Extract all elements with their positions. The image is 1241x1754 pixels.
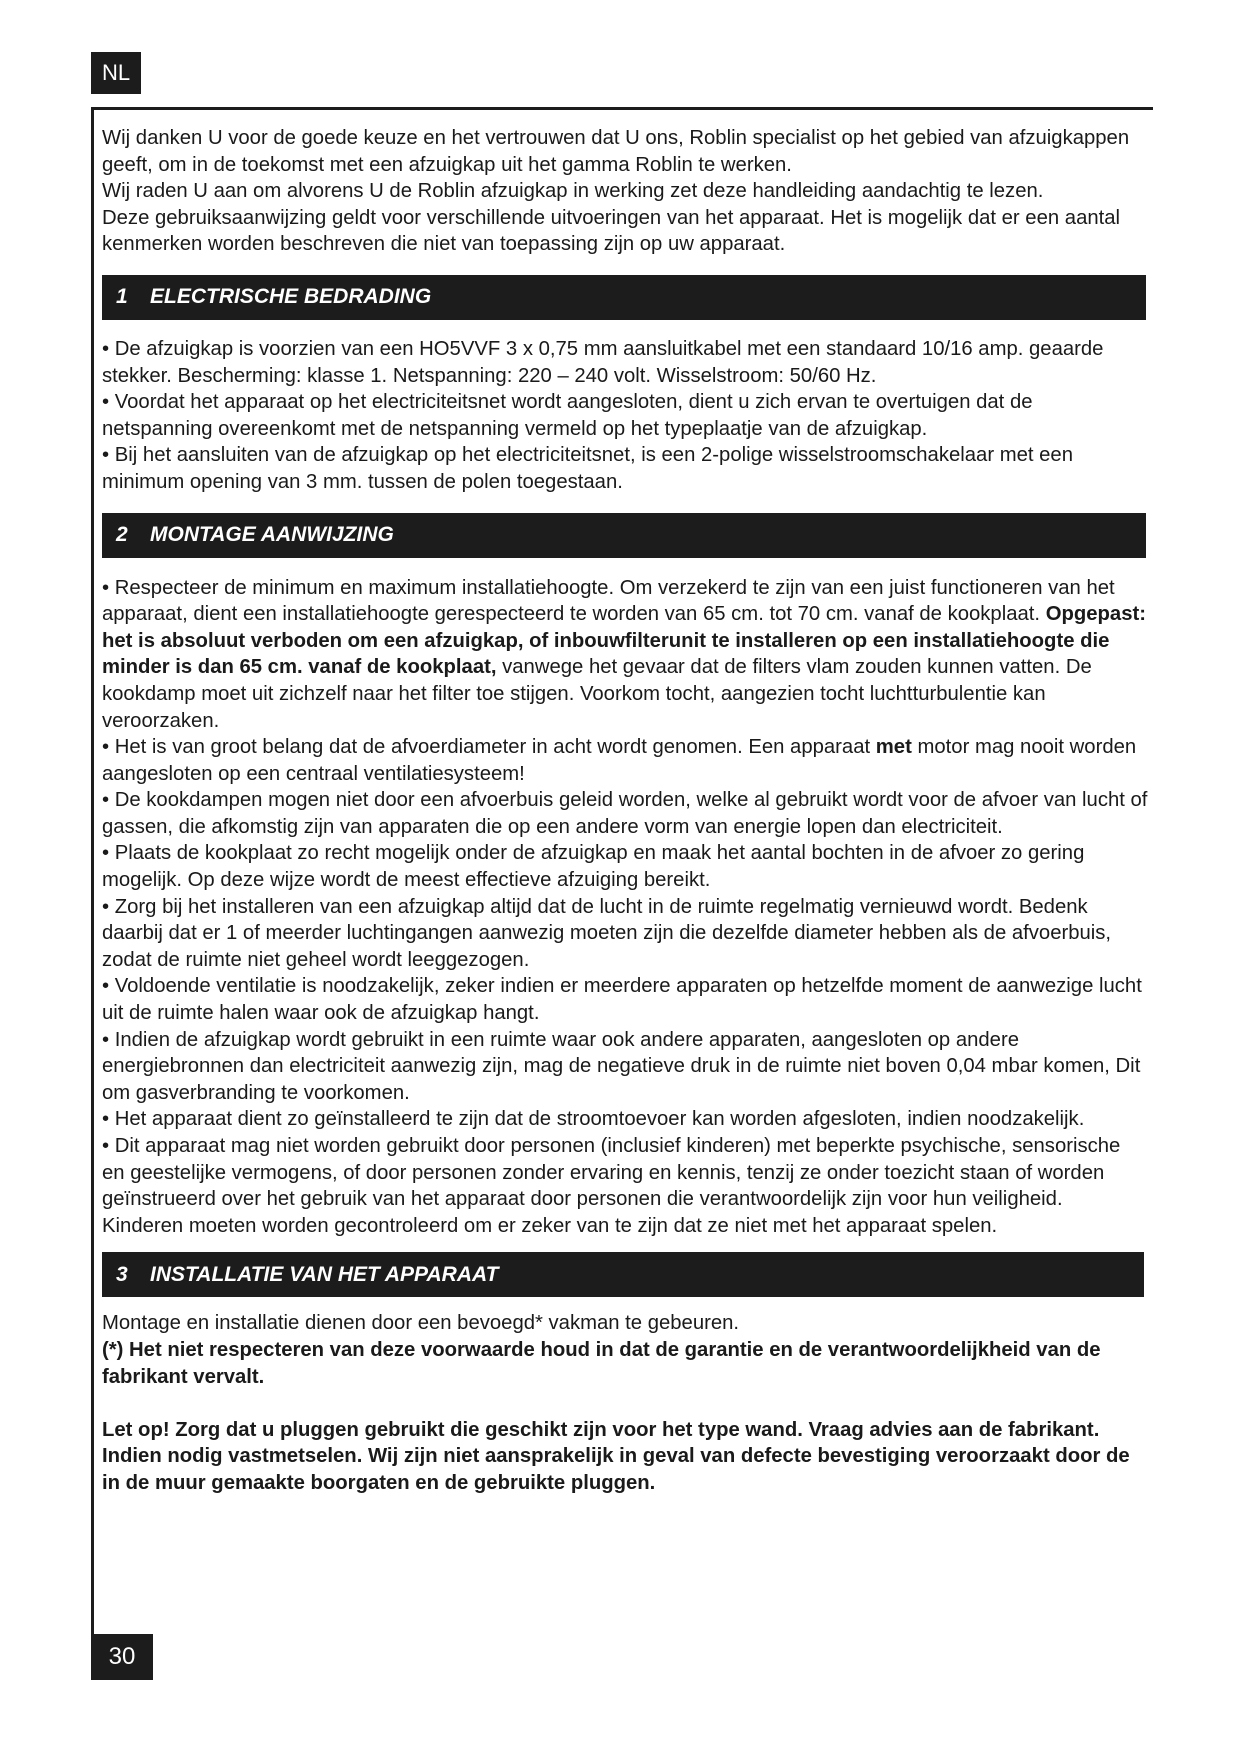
emphasis-text: met: [875, 736, 912, 759]
paragraph: Kinderen moeten worden gecontroleerd om er zeker van te zijn dat ze niet met het apparaat spelen.: [102, 1214, 998, 1237]
section-number: 1: [116, 285, 128, 309]
bullet-paragraph: • De kookdampen mogen niet door een afvoerbuis geleid worden, welke al gebruikt wordt voor de afvoer van lucht of gassen, die afkomstig zijn van apparaten die op een andere vorm van energie lopen dan electriciteit.: [102, 789, 1148, 838]
spacer: [102, 1390, 1148, 1417]
section-header-1: [102, 275, 1146, 320]
bold-text: (*) Het niet respecteren van deze voorwaarde houd in dat de garantie en de verantwoordelijkheid van de fabrikant vervalt.: [102, 1338, 1101, 1388]
section-title: INSTALLATIE VAN HET APPARAAT: [150, 1262, 499, 1286]
left-rule: [91, 107, 94, 1634]
paragraph: Montage en installatie dienen door een bevoegd* vakman te gebeuren.: [102, 1312, 740, 1335]
bullet-paragraph: • Plaats de kookplaat zo recht mogelijk onder de afzuigkap en maak het aantal bochten in de afvoer zo gering mogelijk. Op deze wijze wordt de meest effectieve afzuiging bereikt.: [102, 842, 1085, 892]
top-rule: [91, 107, 1153, 110]
bullet-paragraph: • Voldoende ventilatie is noodzakelijk, zeker indien er meerdere apparaten op hetzelfde moment de aanwezige lucht uit de ruimte halen waar ook de afzuigkap hangt.: [102, 975, 1142, 1025]
intro-paragraph-1: Wij danken U voor de goede keuze en het vertrouwen dat U ons, Roblin specialist op het gebied van afzuigkappen geeft, om in de toekomst met een afzuigkap uit het gamma Roblin te werken.: [102, 127, 1130, 176]
bold-text: Let op! Zorg dat u pluggen gebruikt die geschikt zijn voor het type wand. Vraag advies aan de fabrikant. Indien nodig vastmetselen. Wij zijn niet aansprakelijk in geval van defecte bevestiging veroorzaakt door de in de muur gemaakte boorgaten en de gebruikte pluggen.: [102, 1418, 1130, 1494]
warning-text: Opgepast: het is absoluut verboden om een afzuigkap, of inbouwfilterunit te installeren op een installatiehoogte die minder is dan 65 cm. vanaf de kookplaat,: [102, 603, 1146, 679]
mounting-warning: [102, 1417, 1148, 1497]
bullet-paragraph: • Dit apparaat mag niet worden gebruikt door personen (inclusief kinderen) met beperkte psychische, sensorische en geestelijke vermogens, of door personen zonder ervaring en kennis, tenzij ze onder toezicht staan of worden geïnstrueerd over het gebruik van het apparaat door personen die verantwoordelijk zijn voor hun veiligheid.: [102, 1135, 1121, 1211]
bullet-paragraph: • Bij het aansluiten van de afzuigkap op het electriciteitsnet, is een 2-polige wisselstroomschakelaar met een minimum opening van 3 mm. tussen de polen toegestaan.: [102, 444, 1073, 493]
section-title: MONTAGE AANWIJZING: [150, 522, 394, 546]
section-title: ELECTRISCHE BEDRADING: [150, 285, 432, 309]
section-number: 3: [116, 1262, 128, 1286]
text-run: • Respecteer de minimum en maximum installatiehoogte. Om verzekerd te zijn van een juist functioneren van het apparaat, dient een installatiehoogte gerespecteerd te worden van 65 cm. tot 70 cm. vanaf de kookplaat.: [102, 576, 1115, 626]
text-run: motor mag nooit worden aangesloten op een centraal ventilatiesysteem!: [102, 736, 1137, 785]
bullet-paragraph: [102, 734, 1148, 787]
bullet-paragraph: • Zorg bij het installeren van een afzuigkap altijd dat de lucht in de ruimte regelmatig vernieuwd wordt. Bedenk daarbij dat er 1 of meerder luchtingangen aanwezig moeten zijn die dezelfde diameter hebben als de afvoerbuis, zodat de ruimte niet geheel wordt leeggezogen.: [102, 895, 1112, 971]
language-tag: NL: [91, 52, 141, 94]
bullet-paragraph: [102, 575, 1148, 735]
bullet-paragraph: • Indien de afzuigkap wordt gebruikt in een ruimte waar ook andere apparaten, aangesloten op andere energiebronnen dan electriciteit aanwezig zijn, mag de negatieve druk in de ruimte niet boven 0,04 mbar komen, Dit om gasverbranding te voorkomen.: [102, 1028, 1141, 1104]
bullet-paragraph: • Het apparaat dient zo geïnstalleerd te zijn dat de stroomtoevoer kan worden afgesloten, indien noodzakelijk.: [102, 1108, 1085, 1131]
section-header-3: [102, 1252, 1144, 1297]
section-header-2: [102, 513, 1146, 558]
warranty-notice: [102, 1337, 1148, 1390]
intro-paragraph-3: Deze gebruiksaanwijzing geldt voor verschillende uitvoeringen van het apparaat. Het is mogelijk dat er een aantal kenmerken worden beschreven die niet van toepassing zijn op uw apparaat.: [102, 206, 1121, 256]
text-run: vanwege het gevaar dat de filters vlam zouden kunnen vatten. De kookdamp moet uit zichzelf naar het filter toe stijgen. Voorkom tocht, aangezien tocht luchtturbulentie kan veroorzaken.: [102, 656, 1092, 732]
text-run: • Het is van groot belang dat de afvoerdiameter in acht wordt genomen. Een apparaat: [102, 736, 876, 759]
section-number: 2: [116, 522, 128, 546]
page-content: [102, 125, 1148, 1497]
bullet-paragraph: • Voordat het apparaat op het electriciteitsnet wordt aangesloten, dient u zich ervan te overtuigen dat de netspanning overeenkomt met de netspanning vermeld op het typeplaatje van de afzuigkap.: [102, 391, 1033, 440]
bullet-paragraph: • De afzuigkap is voorzien van een HO5VVF 3 x 0,75 mm aansluitkabel met een standaard 10/16 amp. geaarde stekker. Bescherming: klasse 1. Netspanning: 220 – 240 volt. Wisselstroom: 50/60 Hz.: [102, 337, 1104, 387]
page-number: 30: [91, 1634, 153, 1680]
intro-paragraph-2: Wij raden U aan om alvorens U de Roblin afzuigkap in werking zet deze handleiding aandachtig te lezen.: [102, 180, 1044, 203]
